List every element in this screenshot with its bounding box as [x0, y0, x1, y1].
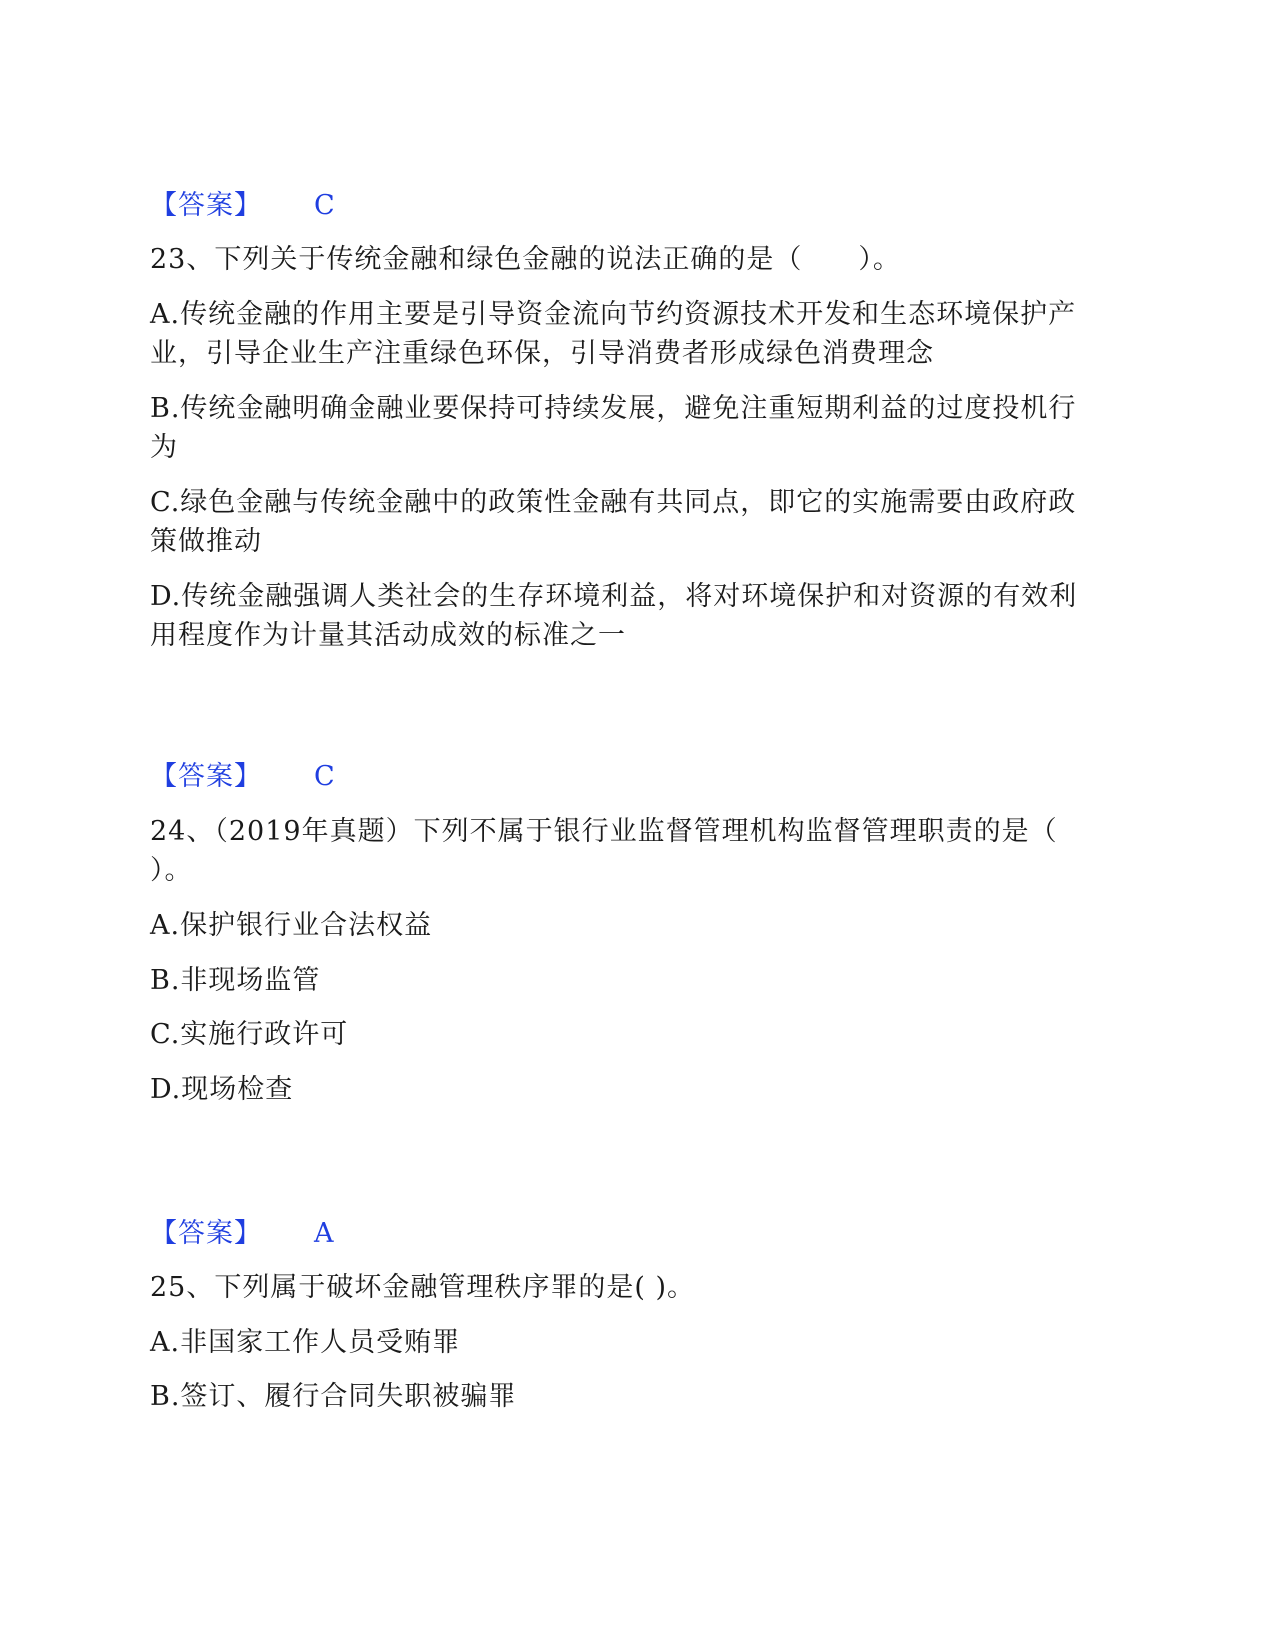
option-a-line-2: 业，引导企业生产注重绿色环保，引导消费者形成绿色消费理念	[150, 338, 934, 369]
answer-line	[150, 757, 1125, 797]
question-stem: 23、下列关于传统金融和绿色金融的说法正确的是（ ）。	[150, 244, 901, 275]
answer-label: 【答案】	[150, 761, 262, 792]
option-a: A.非国家工作人员受贿罪	[150, 1327, 461, 1358]
question-stem: 25、下列属于破坏金融管理秩序罪的是( )。	[150, 1272, 696, 1303]
answer-label: 【答案】	[150, 1218, 262, 1249]
option-d: D.现场检查	[150, 1074, 294, 1105]
answer-value: C	[314, 190, 336, 221]
option-c: C.实施行政许可	[150, 1019, 349, 1050]
answer-line	[150, 1214, 1125, 1254]
option-d-line-1: D.传统金融强调人类社会的生存环境利益，将对环境保护和对资源的有效利	[150, 581, 1078, 612]
option-a-line-1: A.传统金融的作用主要是引导资金流向节约资源技术开发和生态环境保护产	[150, 299, 1077, 330]
option-b-line-1: B.传统金融明确金融业要保持可持续发展，避免注重短期利益的过度投机行	[150, 393, 1077, 424]
answer-line	[150, 186, 1125, 226]
option-b: B.非现场监管	[150, 965, 321, 996]
question-stem-line-1: 24、（2019年真题）下列不属于银行业监督管理机构监督管理职责的是（	[150, 816, 1058, 847]
option-a: A.保护银行业合法权益	[150, 910, 433, 941]
option-b-line-2: 为	[150, 432, 178, 463]
option-c-line-2: 策做推动	[150, 526, 262, 557]
answer-label: 【答案】	[150, 190, 262, 221]
question-stem-line-2: ）。	[150, 855, 193, 886]
answer-value: C	[314, 761, 336, 792]
option-b: B.签订、履行合同失职被骗罪	[150, 1381, 517, 1412]
answer-value: A	[314, 1218, 335, 1249]
option-c-line-1: C.绿色金融与传统金融中的政策性金融有共同点，即它的实施需要由政府政	[150, 487, 1077, 518]
option-d-line-2: 用程度作为计量其活动成效的标准之一	[150, 620, 626, 651]
